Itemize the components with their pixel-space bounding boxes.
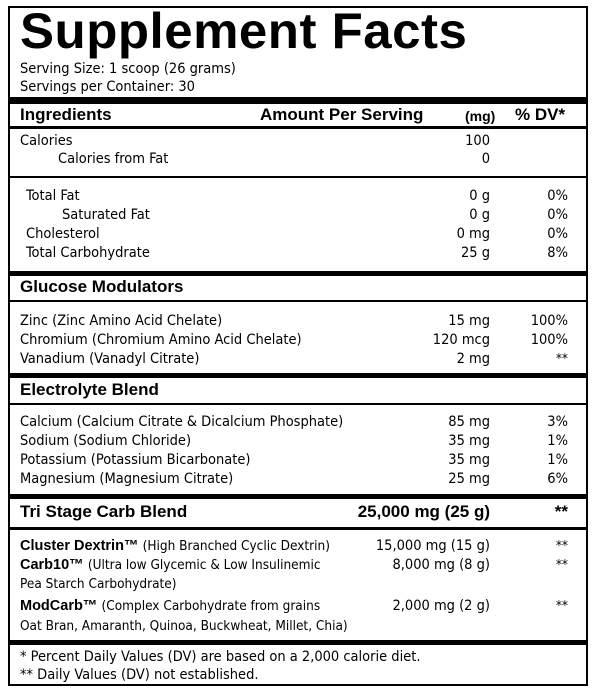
electrolyte-section-title: Electrolyte Blend <box>20 380 159 399</box>
row-amount: 25 g <box>460 245 490 261</box>
blend-item <box>20 556 321 574</box>
row-dv: 100% <box>530 332 568 348</box>
thick-divider <box>10 494 586 499</box>
row-amount: 100 <box>465 133 490 149</box>
blend-item <box>20 537 330 555</box>
thick-divider <box>10 97 586 104</box>
blend-item-desc-cont: Pea Starch Carbohydrate) <box>20 576 177 592</box>
thick-divider <box>10 271 586 276</box>
row-amount: 25 mg <box>448 471 490 487</box>
blend-item-name: Carb10™ <box>20 557 84 573</box>
row-amount: 35 mg <box>448 433 490 449</box>
row-label: Calcium (Calcium Citrate & Dicalcium Phosphate) <box>20 414 344 430</box>
row-label: Vanadium (Vanadyl Citrate) <box>20 351 200 367</box>
row-dv: 3% <box>547 414 568 430</box>
blend-item-desc: (Complex Carbohydrate from grains <box>101 598 321 614</box>
blend-item-desc: (Ultra low Glycemic & Low Insulinemic <box>87 557 321 573</box>
row-amount: 8,000 mg (8 g) <box>392 557 490 573</box>
row-label: Total Carbohydrate <box>26 245 150 261</box>
row-amount: 0 g <box>469 188 490 204</box>
row-amount: 0 g <box>469 207 490 223</box>
row-dv: ** <box>555 351 568 367</box>
row-amount: 85 mg <box>448 414 490 430</box>
blend-item-desc-cont: Oat Bran, Amaranth, Quinoa, Buckwheat, Millet, Chia) <box>20 618 348 634</box>
row-amount: 0 <box>481 151 490 167</box>
row-label: Calories <box>20 133 73 149</box>
divider <box>10 126 586 129</box>
blend-item <box>20 597 320 615</box>
blend-item-desc: (High Branched Cyclic Dextrin) <box>142 538 330 554</box>
row-dv: 8% <box>547 245 568 261</box>
carb-blend-title: Tri Stage Carb Blend <box>20 502 188 521</box>
row-dv: ** <box>555 538 568 554</box>
row-dv: 0% <box>547 207 568 223</box>
row-dv: 6% <box>547 471 568 487</box>
thick-divider <box>10 640 586 645</box>
row-amount: 2,000 mg (2 g) <box>392 598 490 614</box>
footnote-not-established: ** Daily Values (DV) not established. <box>20 667 259 683</box>
carb-blend-dv: ** <box>554 502 568 521</box>
row-label: Magnesium (Magnesium Citrate) <box>20 471 234 487</box>
row-label: Sodium (Sodium Chloride) <box>20 433 192 449</box>
supplement-facts-panel <box>8 3 588 686</box>
row-label: Total Fat <box>26 188 80 204</box>
servings-per-container: Servings per Container: 30 <box>20 79 195 95</box>
row-dv: 0% <box>547 188 568 204</box>
serving-size: Serving Size: 1 scoop (26 grams) <box>20 61 236 77</box>
row-dv: ** <box>555 557 568 573</box>
row-dv: 0% <box>547 226 568 242</box>
glucose-section-title: Glucose Modulators <box>20 277 184 296</box>
row-label: Potassium (Potassium Bicarbonate) <box>20 452 251 468</box>
dv-header: % DV* <box>515 105 566 124</box>
row-dv: ** <box>555 598 568 614</box>
row-dv: 1% <box>547 433 568 449</box>
unit-header: (mg) <box>465 108 496 124</box>
row-amount: 120 mcg <box>432 332 490 348</box>
row-label: Calories from Fat <box>58 151 169 167</box>
divider <box>10 527 586 530</box>
blend-item-name: Cluster Dextrin™ <box>20 538 139 554</box>
row-label: Saturated Fat <box>62 207 150 223</box>
thick-divider <box>10 373 586 378</box>
amount-header: Amount Per Serving <box>260 105 424 124</box>
row-amount: 15,000 mg (15 g) <box>375 538 490 554</box>
row-amount: 35 mg <box>448 452 490 468</box>
blend-item-name: ModCarb™ <box>20 598 98 614</box>
row-dv: 1% <box>547 452 568 468</box>
row-label: Chromium (Chromium Amino Acid Chelate) <box>20 332 302 348</box>
row-amount: 15 mg <box>448 313 490 329</box>
carb-blend-amount: 25,000 mg (25 g) <box>357 502 490 521</box>
row-label: Zinc (Zinc Amino Acid Chelate) <box>20 313 223 329</box>
ingredients-header: Ingredients <box>20 105 112 124</box>
row-amount: 2 mg <box>456 351 490 367</box>
footnote-dv: * Percent Daily Values (DV) are based on a 2,000 calorie diet. <box>20 649 421 665</box>
panel-title: Supplement Facts <box>20 3 468 59</box>
divider <box>10 403 586 405</box>
row-label: Cholesterol <box>26 226 100 242</box>
divider <box>10 300 586 302</box>
row-dv: 100% <box>530 313 568 329</box>
row-amount: 0 mg <box>456 226 490 242</box>
divider <box>10 176 586 178</box>
